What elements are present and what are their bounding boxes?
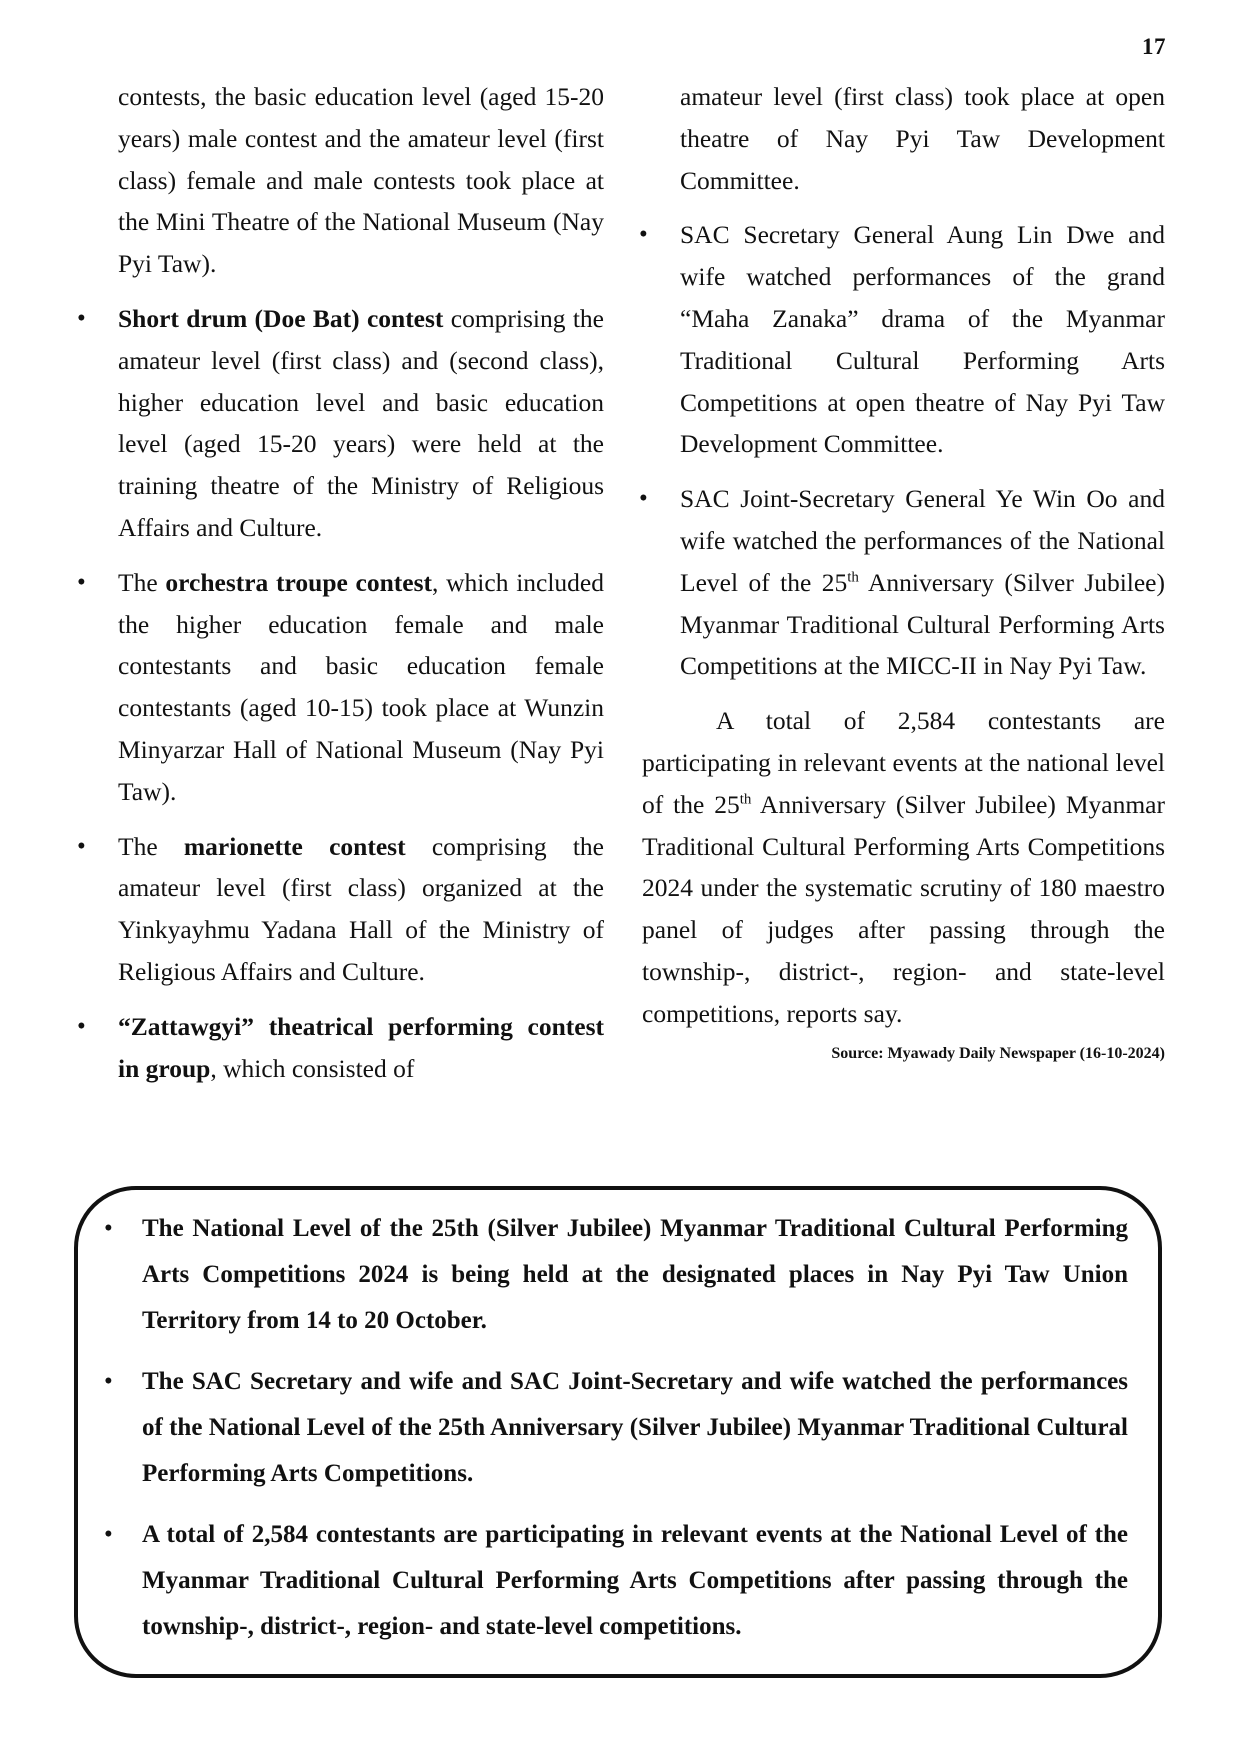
bullet-lead: The (118, 567, 166, 597)
closing-paragraph (642, 700, 1165, 1034)
bullet-bold-term: marionette contest (183, 831, 406, 861)
bullet-icon: • (639, 485, 648, 513)
bullet-zattawgyi-contest (77, 1006, 604, 1090)
bullet-icon: • (77, 1012, 86, 1040)
closing-text-before: A total of 2,584 contestants are participating in relevant events at the national level of the 25 (642, 706, 1165, 819)
left-intro-paragraph: contests, the basic education level (aged 15-20 years) male contest and the amateur level (first class) female and male contests took place at the Mini Theatre of the National Museum (Nay Pyi Taw). (118, 82, 604, 279)
page-number: 17 (1142, 34, 1166, 59)
bullet-joint-secretary (639, 478, 1165, 687)
bullet-marionette-contest (77, 826, 604, 993)
summary-item (104, 1512, 1128, 1650)
bullet-rest: , which consisted of (210, 1053, 415, 1083)
summary-list (104, 1206, 1128, 1665)
bullet-bold-term: “Zattawgyi” theatrical performing contest in group (118, 1011, 604, 1083)
bullet-bold-term: orchestra troupe contest (165, 567, 433, 597)
bullet-lead: The (118, 831, 184, 861)
bullet-icon: • (77, 832, 86, 860)
bullet-text-before: SAC Joint-Secretary General Ye Win Oo and wife watched the performances of the National Level of the 25 (680, 484, 1165, 597)
summary-item (104, 1206, 1128, 1344)
ordinal-suffix: th (739, 791, 752, 808)
summary-box (74, 1186, 1162, 1678)
bullet-rest: , which included the higher education female and male contestants and basic education female contestants (aged 10-15) took place at Wunzin Minyarzar Hall of National Museum (Nay Pyi Taw). (118, 567, 604, 806)
bullet-icon: • (104, 1368, 113, 1395)
right-continuation-paragraph: amateur level (first class) took place at open theatre of Nay Pyi Taw Development Committee. (680, 82, 1165, 195)
right-column (639, 76, 1165, 1065)
bullet-icon: • (77, 304, 86, 332)
bullet-icon: • (77, 568, 86, 596)
bullet-text: SAC Secretary General Aung Lin Dwe and wife watched performances of the grand “Maha Zanaka” drama of the Myanmar Traditional Cultural Performing Arts Competitions at open theatre of Nay Pyi Taw Development Committee. (680, 220, 1165, 459)
left-column (77, 76, 604, 1102)
bullet-orchestra-contest (77, 562, 604, 813)
bullet-short-drum-contest (77, 298, 604, 549)
summary-item-text: A total of 2,584 contestants are participating in relevant events at the National Level of the Myanmar Traditional Cultural Performing Arts Competitions after passing through the township-, district-, region- and state-level competitions. (142, 1521, 1128, 1640)
bullet-rest: comprising the amateur level (first class) organized at the Yinkyayhmu Yadana Hall of the Ministry of Religious Affairs and Culture. (118, 831, 604, 986)
summary-item-text: The National Level of the 25th (Silver Jubilee) Myanmar Traditional Cultural Performing Arts Competitions 2024 is being held at the designated places in Nay Pyi Taw Union Territory from 14 to 20 October. (142, 1215, 1128, 1334)
bullet-secretary-general (639, 214, 1165, 465)
summary-item (104, 1359, 1128, 1497)
bullet-bold-term: Short drum (Doe Bat) contest (118, 303, 444, 333)
bullet-icon: • (104, 1521, 113, 1548)
closing-text-after: Anniversary (Silver Jubilee) Myanmar Traditional Cultural Performing Arts Competitions 2024 under the systematic scrutiny of 180 maestro panel of judges after passing through the township-, district-, region- and state-level competitions, reports say. (642, 789, 1165, 1028)
summary-item-text: The SAC Secretary and wife and SAC Joint-Secretary and wife watched the performances of the National Level of the 25th Anniversary (Silver Jubilee) Myanmar Traditional Cultural Performing Arts Competitions. (142, 1368, 1128, 1487)
source-credit: Source: Myawady Daily Newspaper (16-10-2024) (831, 1044, 1165, 1062)
bullet-icon: • (104, 1215, 113, 1242)
ordinal-suffix: th (847, 569, 859, 586)
bullet-icon: • (639, 221, 648, 249)
bullet-rest: comprising the amateur level (first class) and (second class), higher education level and basic education level (aged 15-20 years) were held at the training theatre of the Ministry of Religious Affairs and Culture. (118, 303, 604, 542)
bullet-text-after: Anniversary (Silver Jubilee) Myanmar Traditional Cultural Performing Arts Competitions at the MICC-II in Nay Pyi Taw. (680, 567, 1165, 681)
